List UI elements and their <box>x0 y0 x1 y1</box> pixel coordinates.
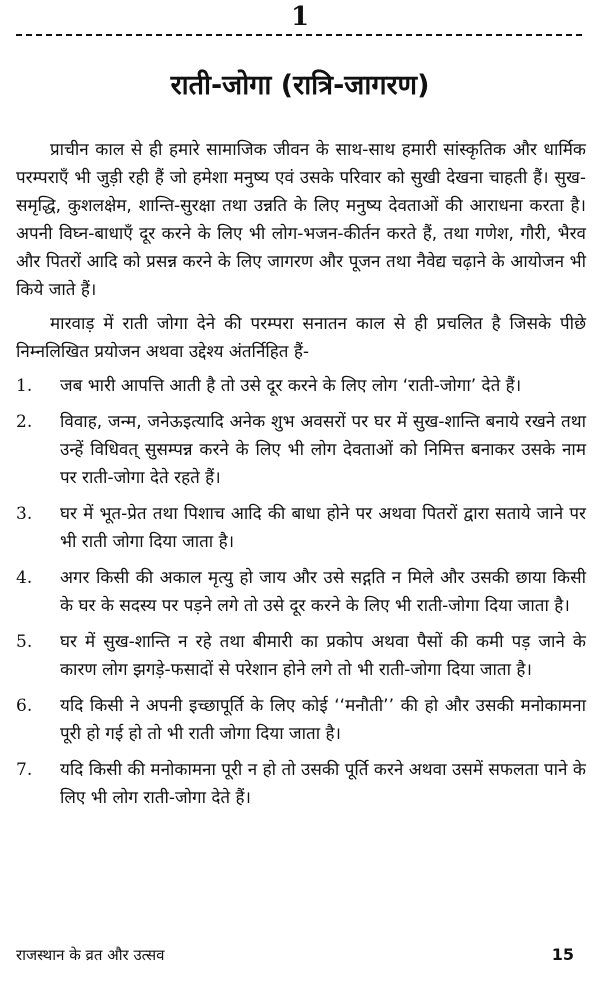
list-item <box>16 692 586 748</box>
list-item-number: 6. <box>16 696 33 716</box>
list-item-text: घर में सुख-शान्ति न रहे तथा बीमारी का प्रकोप अथवा पैसों की कमी पड़ जाने के कारण लोग झगड़े-फसादों से परेशान होने लगे तो भी राती-जोगा दिया जाता है। <box>60 632 586 680</box>
list-item-number: 2. <box>16 412 33 432</box>
page-number: 15 <box>551 945 574 964</box>
list-item-text: यदि किसी ने अपनी इच्छापूर्ति के लिए कोई ‘‘मनौती’’ की हो और उसकी मनोकामना पूरी हो गई हो तो भी राती जोगा दिया जाता है। <box>60 696 586 744</box>
list-item-text: जब भारी आपत्ति आती है तो उसे दूर करने के लिए लोग ‘राती-जोगा’ देते हैं। <box>60 376 522 396</box>
list-item <box>16 500 586 556</box>
list-item-number: 5. <box>16 632 33 652</box>
list-item-text: विवाह, जन्म, जनेऊइत्यादि अनेक शुभ अवसरों पर घर में सुख-शान्ति बनाये रखने तथा उन्हें विधिवत् सुसम्पन्न करने के लिए भी लोग देवताओं को निमित्त बनाकर उसके नाम पर राती-जोगा देते रहते हैं। <box>60 412 586 488</box>
list-item <box>16 372 586 400</box>
chapter-number: 1 <box>290 2 310 32</box>
list-item-number: 1. <box>16 376 33 396</box>
list-item <box>16 564 586 620</box>
purpose-paragraph: मारवाड़ में राती जोगा देने की परम्परा सनातन काल से ही प्रचलित है जिसके पीछे निम्नलिखित प्रयोजन अथवा उद्देश्य अंतर्निहित हैं- <box>16 314 586 362</box>
dashed-divider <box>16 34 582 36</box>
intro-paragraph: प्राचीन काल से ही हमारे सामाजिक जीवन के साथ-साथ हमारी सांस्कृतिक और धार्मिक परम्पराएँ भी जुड़ी रही हैं जो हमेशा मनुष्य एवं उसके परिवार को सुखी देखना चाहती हैं। सुख-समृद्धि, कुशलक्षेम, शान्ति-सुरक्षा तथा उन्नति के लिए मनुष्य देवताओं की आराधना करता है। अपनी विघ्न-बाधाएँ दूर करने के लिए भी लोग-भजन-कीर्तन करते हैं, तथा गणेश, गौरी, भैरव और पितरों आदि को प्रसन्न करने के लिए जागरण और पूजन तथा नैवेद्य चढ़ाने के आयोजन भी किये जाते हैं। <box>16 140 586 300</box>
list-item-text: अगर किसी की अकाल मृत्यु हो जाय और उसे सद्गति न मिले और उसकी छाया किसी के घर के सदस्य पर पड़ने लगे तो उसे दूर करने के लिए भी राती-जोगा दिया जाता है। <box>60 568 586 616</box>
running-book-title: राजस्थान के व्रत और उत्सव <box>16 946 165 964</box>
list-item-number: 4. <box>16 568 33 588</box>
list-item-number: 7. <box>16 760 33 780</box>
list-item <box>16 408 586 492</box>
chapter-title: राती-जोगा (रात्रि-जागरण) <box>170 70 430 101</box>
list-item <box>16 756 586 812</box>
list-item-text: यदि किसी की मनोकामना पूरी न हो तो उसकी पूर्ति करने अथवा उसमें सफलता पाने के लिए भी लोग राती-जोगा देते हैं। <box>60 760 586 808</box>
chapter-body <box>16 136 586 820</box>
list-item-number: 3. <box>16 504 33 524</box>
purpose-list <box>16 372 586 812</box>
list-item-text: घर में भूत-प्रेत तथा पिशाच आदि की बाधा होने पर अथवा पितरों द्वारा सताये जाने पर भी राती जोगा दिया जाता है। <box>60 504 586 552</box>
list-item <box>16 628 586 684</box>
page-footer <box>16 944 574 966</box>
